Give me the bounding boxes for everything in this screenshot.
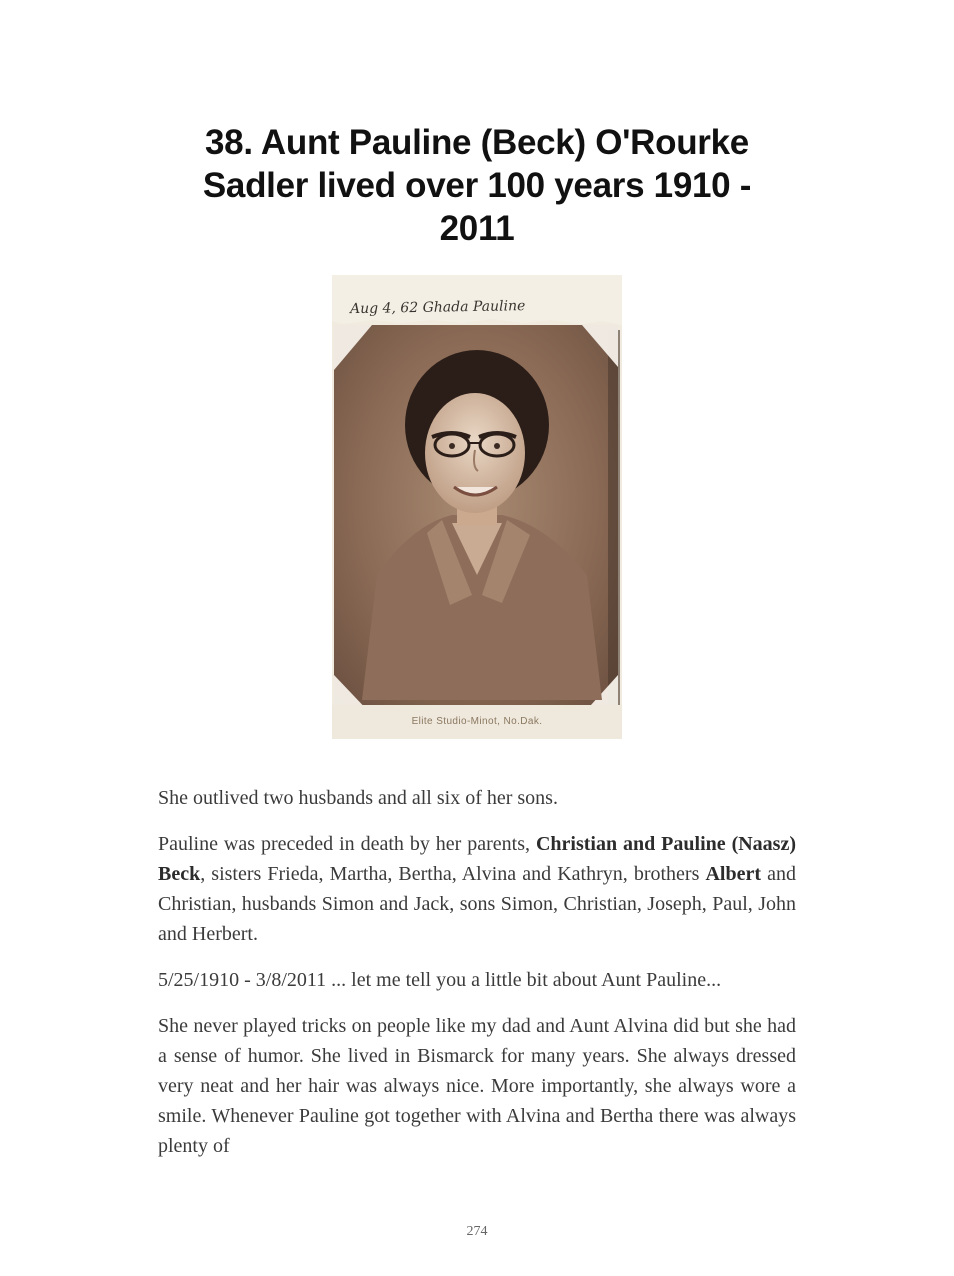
portrait-photo <box>332 275 622 739</box>
paragraph-preceded-in-death <box>158 829 796 949</box>
title-line-1: 38. Aunt Pauline (Beck) O'Rourke <box>205 123 749 162</box>
p2-text-e: and Christian, husbands Simon and Jack, sons Simon, Christian, Joseph, Paul, John and Herbert. <box>158 863 796 945</box>
p2-text-c: , sisters Frieda, Martha, Bertha, Alvina and Kathryn, brothers <box>200 863 706 885</box>
paragraph-dates: 5/25/1910 - 3/8/2011 ... let me tell you a little bit about Aunt Pauline... <box>158 969 722 991</box>
paragraph-personality: She never played tricks on people like my dad and Aunt Alvina did but she had a sense of humor. She lived in Bismarck for many years. She always dressed very neat and her hair was always nice. More importantly, she always wore a smile. Whenever Pauline got together with Alvina and Bertha there was always plenty of <box>158 1015 796 1157</box>
page-number: 274 <box>466 1224 488 1239</box>
handwritten-caption: Aug 4, 62 Ghada Pauline <box>349 298 526 318</box>
paragraph-outlived: She outlived two husbands and all six of her sons. <box>158 787 558 809</box>
p2-text-a: Pauline was preceded in death by her parents, <box>158 833 536 855</box>
title-line-3: 2011 <box>439 209 515 248</box>
studio-imprint: Elite Studio-Minot, No.Dak. <box>411 716 543 727</box>
title-line-2: Sadler lived over 100 years 1910 - <box>202 166 752 205</box>
body-text <box>158 783 796 1177</box>
brother-albert: Albert <box>705 863 762 885</box>
portrait-illustration <box>332 275 622 739</box>
parents-names: Christian and Pauline (Naasz) Beck <box>158 833 797 885</box>
page-title <box>170 121 784 250</box>
